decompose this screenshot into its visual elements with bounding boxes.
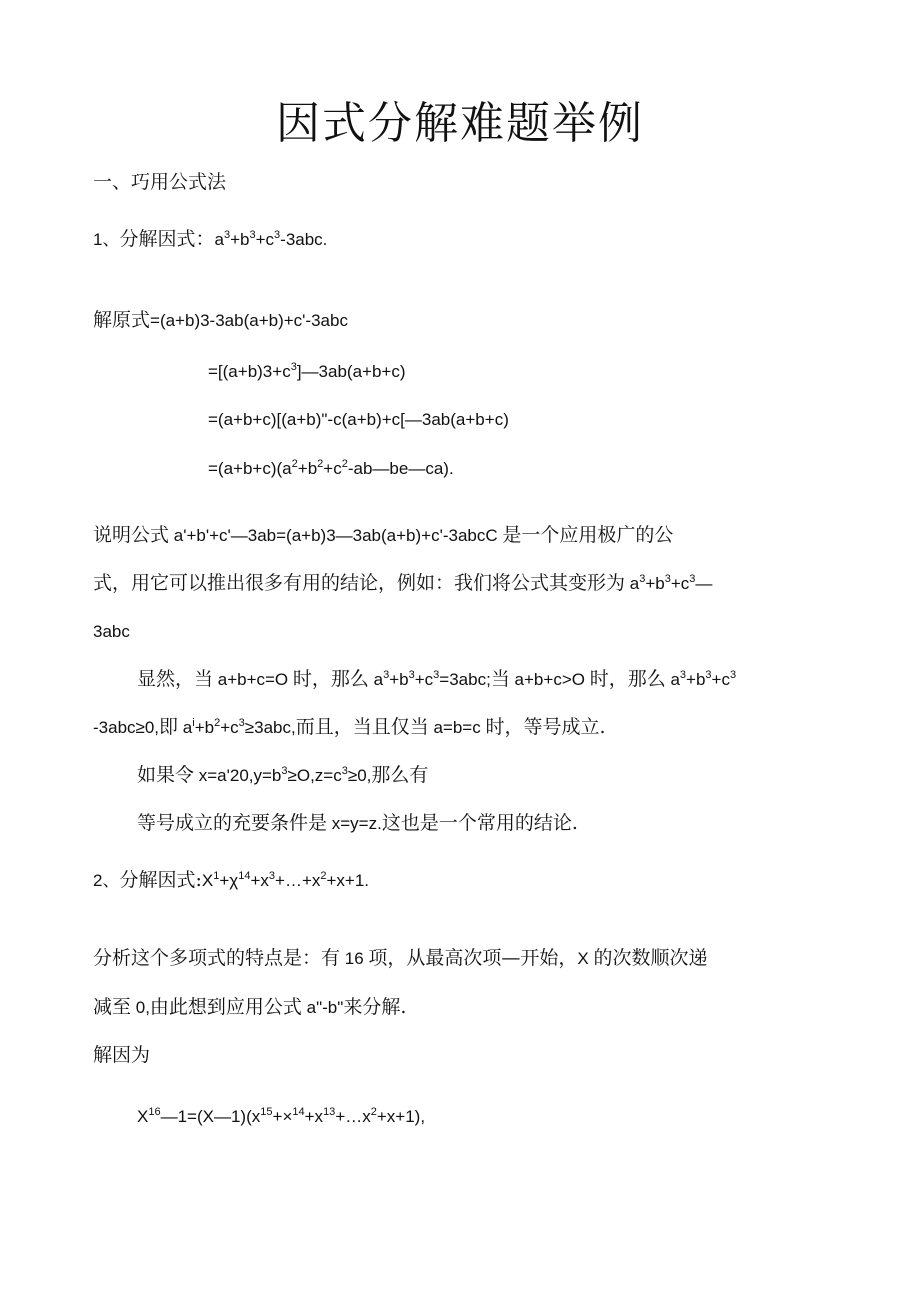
analysis-line-2: 减至 0,由此想到应用公式 a"-b"来分解. [93,996,407,1018]
formula: $X^1+\chi^{14}+x^3+\dots+x^2+x+1$. [201,870,370,890]
solution-line-0 [93,306,348,335]
inequality-line: -3abc≥0,即 $a^i+b^2+c^3\ge 3abc$,而且，当且仅当 a=b=c 时，等号成立. [93,716,606,738]
analysis-line-1: 分析这个多项式的特点是：有 16 项，从最高次项—开始，X 的次数顺次递 [93,947,708,969]
question-label: 分解因式： [119,228,215,250]
note-line-3: 3abc [93,622,130,641]
question-2 [93,866,369,895]
obvious-line: 显然，当 a+b+c=O 时，那么 $a^3+b^3+c^3=3abc$;当 a+b+c>O 时，那么 $a^3+b^3+c^3$ [137,668,737,690]
because-line: 解因为 [93,1044,151,1066]
solution-line-1: $=[(a+b)3+c^3]—3ab(a+b+c)$ [208,361,406,381]
equality-condition-line: 等号成立的充要条件是 x=y=z.这也是一个常用的结论. [137,812,578,834]
solution-prefix: 解原式 [93,309,151,331]
formula: $a^3+b^3+c^3-3abc$. [214,229,328,249]
question-1 [93,225,327,254]
question-label: 分解因式: [119,869,202,891]
section-heading: 一、巧用公式法 [93,171,227,193]
if-set-line: 如果令 $x=a'20,y=b^3\ge O,z=c^3\ge 0$,那么有 [137,764,429,786]
final-formula-line: $X^{16}—1=(X—1)(x^{15}+\times^{14}+x^{13}+\dots x^2+x+1)$, [137,1106,426,1126]
page-title: 因式分解难题举例 [276,98,644,149]
formula: =(a+b)3-3ab(a+b)+c'-3abc [150,311,348,330]
question-number: 1、 [93,230,120,249]
question-number: 2、 [93,871,120,890]
solution-line-3: $=(a+b+c)(a^2+b^2+c^2-ab—be—ca)$. [208,458,454,478]
solution-line-2: =(a+b+c)[(a+b)"-c(a+b)+c[—3ab(a+b+c) [208,410,509,429]
note-line-1: 说明公式 a'+b'+c'—3ab=(a+b)3—3ab(a+b)+c'-3abcC 是一个应用极广的公 [93,524,674,546]
note-line-2: 式，用它可以推出很多有用的结论，例如：我们将公式其变形为 $a^3+b^3+c^3—$ [93,572,713,594]
